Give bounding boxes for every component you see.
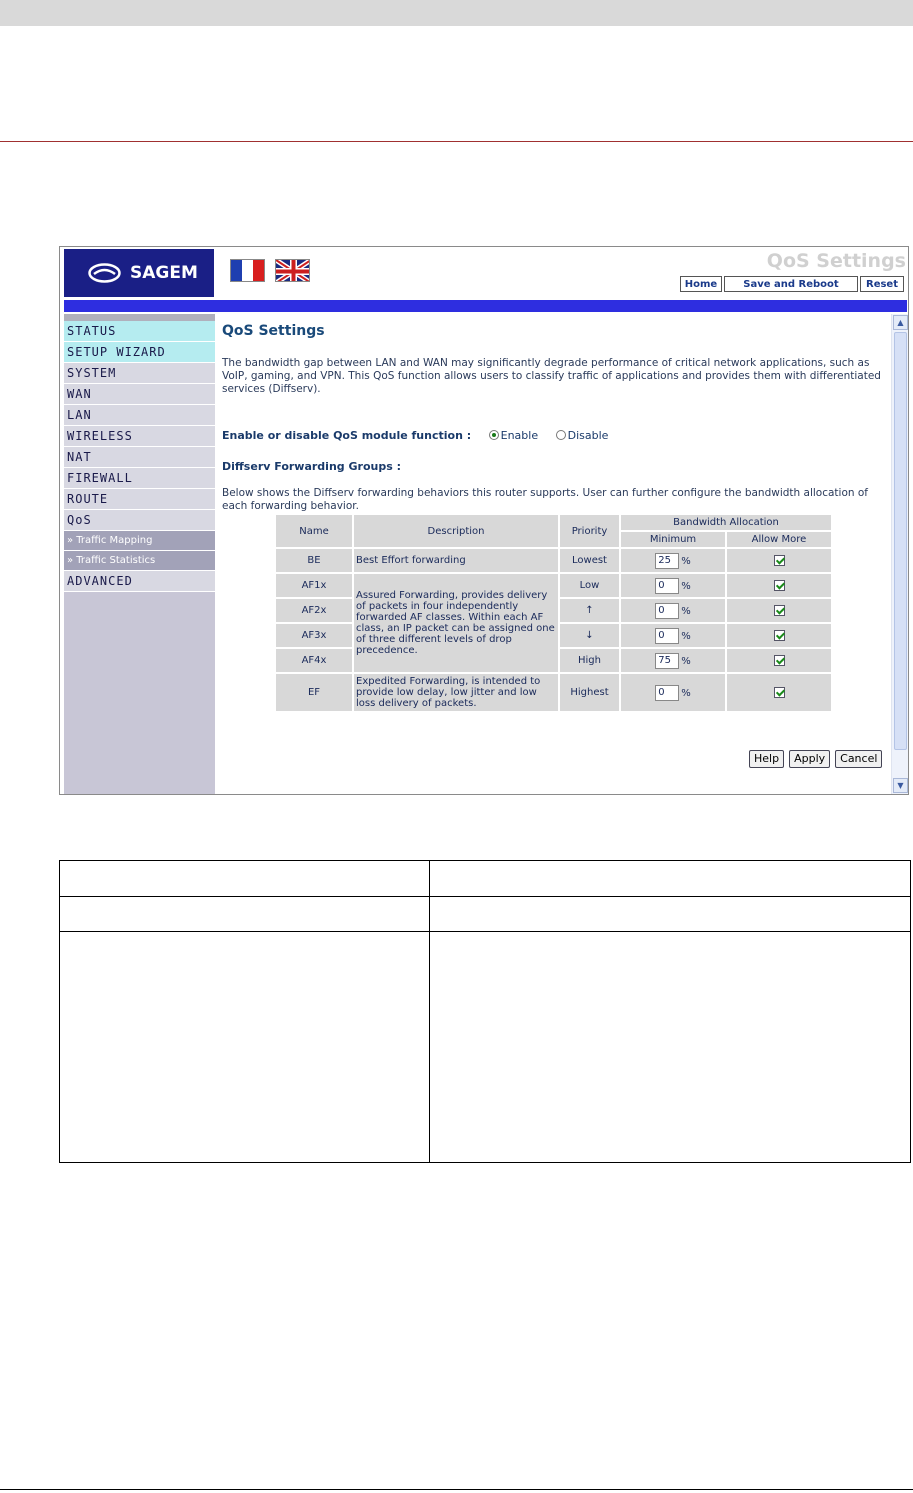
sidebar-item-route[interactable]: ROUTE <box>64 489 215 510</box>
col-header-description: Description <box>354 515 558 547</box>
sidebar-item-firewall[interactable]: FIREWALL <box>64 468 215 489</box>
header-nav <box>680 276 906 292</box>
minimum-input[interactable]: 0 <box>655 578 679 594</box>
priority-down-arrow-icon: ↓ <box>560 624 619 647</box>
home-button[interactable]: Home <box>680 276 722 292</box>
sagem-logo <box>64 249 214 297</box>
percent-label: % <box>681 630 691 642</box>
percent-label: % <box>681 580 691 592</box>
minimum-input[interactable]: 0 <box>655 685 679 701</box>
qos-enable-row <box>222 429 608 442</box>
reset-button[interactable]: Reset <box>860 276 904 292</box>
allow-more-checkbox[interactable] <box>774 655 785 666</box>
row-name: AF4x <box>276 649 352 672</box>
table-row <box>276 574 831 597</box>
diffserv-description: Below shows the Diffserv forwarding behaviors this router supports. User can further configure the bandwidth allocation of each forwarding behavior. <box>222 487 868 512</box>
footer-rule <box>0 1489 913 1490</box>
sidebar-item-advanced[interactable]: ADVANCED <box>64 571 215 592</box>
row-name: AF1x <box>276 574 352 597</box>
sidebar-item-nat[interactable]: NAT <box>64 447 215 468</box>
logo-text: SAGEM <box>130 263 198 283</box>
table-row <box>276 674 831 711</box>
row-name: EF <box>276 674 352 711</box>
row-description: Expedited Forwarding, is intended to provide low delay, low jitter and low loss delivery of packets. <box>354 674 558 711</box>
percent-label: % <box>681 687 691 699</box>
col-header-allow-more: Allow More <box>727 532 831 547</box>
apply-button[interactable]: Apply <box>789 750 830 768</box>
allow-more-checkbox[interactable] <box>774 605 785 616</box>
minimum-input[interactable]: 25 <box>655 553 679 569</box>
enable-label: Enable <box>500 429 539 442</box>
minimum-input[interactable]: 0 <box>655 603 679 619</box>
page-title: QoS Settings <box>222 323 325 339</box>
router-screenshot <box>59 246 909 795</box>
sidebar <box>64 314 215 794</box>
sidebar-item-qos[interactable]: QoS <box>64 510 215 531</box>
action-buttons <box>744 750 882 768</box>
minimum-input[interactable]: 75 <box>655 653 679 669</box>
page-top-bar <box>0 0 913 26</box>
table-row <box>276 549 831 572</box>
vertical-scrollbar[interactable] <box>891 314 908 794</box>
sidebar-item-wan[interactable]: WAN <box>64 384 215 405</box>
row-priority: Low <box>560 574 619 597</box>
scroll-thumb[interactable] <box>894 332 907 750</box>
row-name: BE <box>276 549 352 572</box>
disable-label: Disable <box>567 429 609 442</box>
allow-more-checkbox[interactable] <box>774 687 785 698</box>
percent-label: % <box>681 655 691 667</box>
percent-label: % <box>681 605 691 617</box>
row-priority: Highest <box>560 674 619 711</box>
scroll-up-icon[interactable]: ▲ <box>893 315 908 330</box>
row-priority: Lowest <box>560 549 619 572</box>
row-name: AF3x <box>276 624 352 647</box>
sidebar-item-traffic-mapping[interactable]: » Traffic Mapping <box>64 531 215 551</box>
scroll-down-icon[interactable]: ▼ <box>893 778 908 793</box>
header-blue-bar <box>64 300 907 312</box>
sidebar-item-wireless[interactable]: WIRELESS <box>64 426 215 447</box>
allow-more-checkbox[interactable] <box>774 630 785 641</box>
af-description: Assured Forwarding, provides delivery of packets in four independently forwarded AF classes. Within each AF class, an IP packet can be assigned one of three different levels of drop precedence. <box>354 574 558 672</box>
qos-enable-label: Enable or disable QoS module function : <box>222 429 472 442</box>
main-content <box>220 314 892 794</box>
cancel-button[interactable]: Cancel <box>835 750 882 768</box>
allow-more-checkbox[interactable] <box>774 555 785 566</box>
disable-radio[interactable] <box>556 430 566 440</box>
sidebar-item-system[interactable]: SYSTEM <box>64 363 215 384</box>
priority-up-arrow-icon: ↑ <box>560 599 619 622</box>
sidebar-item-traffic-statistics[interactable]: » Traffic Statistics <box>64 551 215 571</box>
diffserv-heading: Diffserv Forwarding Groups : <box>222 460 401 473</box>
sagem-logo-icon <box>88 263 121 283</box>
col-header-bandwidth: Bandwidth Allocation <box>621 515 831 530</box>
save-and-reboot-button[interactable]: Save and Reboot <box>724 276 858 292</box>
allow-more-checkbox[interactable] <box>774 580 785 591</box>
row-description: Best Effort forwarding <box>354 549 558 572</box>
sidebar-item-lan[interactable]: LAN <box>64 405 215 426</box>
diffserv-table <box>274 513 833 713</box>
minimum-input[interactable]: 0 <box>655 628 679 644</box>
header-divider <box>0 141 913 142</box>
sidebar-item-status[interactable]: STATUS <box>64 321 215 342</box>
uk-flag-icon[interactable] <box>275 259 310 282</box>
sidebar-item-setup-wizard[interactable]: SETUP WIZARD <box>64 342 215 363</box>
col-header-minimum: Minimum <box>621 532 725 547</box>
row-priority: High <box>560 649 619 672</box>
enable-radio[interactable] <box>489 430 499 440</box>
intro-text: The bandwidth gap between LAN and WAN may significantly degrade performance of critical network applications, such as VoIP, gaming, and VPN. This QoS function allows users to classify traffic of applications and provides them with differentiated services (Diffserv). <box>222 357 881 395</box>
document-table <box>59 860 911 1163</box>
row-name: AF2x <box>276 599 352 622</box>
help-button[interactable]: Help <box>749 750 784 768</box>
col-header-priority: Priority <box>560 515 619 547</box>
french-flag-icon[interactable] <box>230 259 265 282</box>
percent-label: % <box>681 555 691 567</box>
header-title: QoS Settings <box>766 250 906 272</box>
col-header-name: Name <box>276 515 352 547</box>
